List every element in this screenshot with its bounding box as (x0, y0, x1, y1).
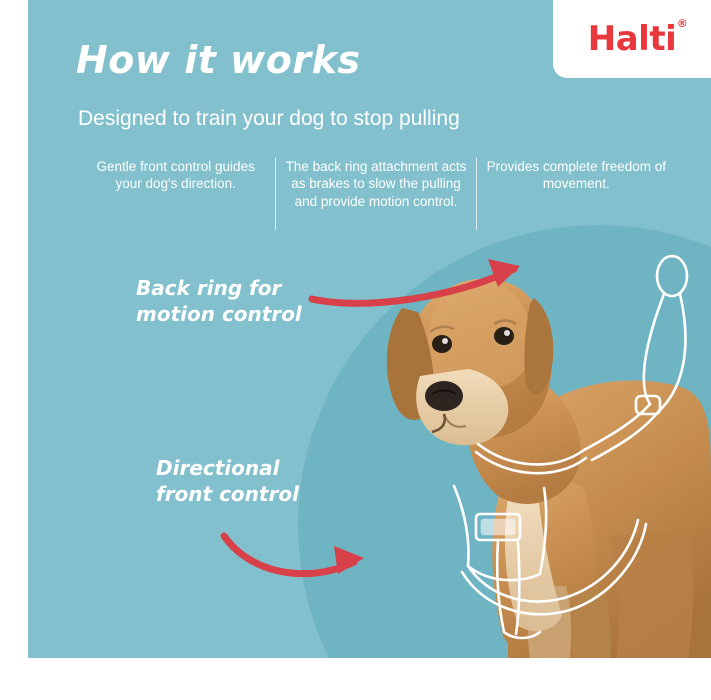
callout-front-control-line2: front control (156, 482, 299, 506)
page-title: How it works (76, 38, 361, 82)
bottom-white-margin (0, 658, 711, 700)
dog-photo (358, 236, 711, 658)
dog-illustration (358, 236, 711, 658)
callout-back-ring-line2: motion control (136, 302, 302, 326)
left-white-margin (0, 0, 28, 700)
logo-text: Halti (587, 19, 677, 59)
callout-front-control-line1: Directional (156, 456, 280, 480)
callout-back-ring-line1: Back ring for (136, 276, 282, 300)
halti-logo (553, 0, 711, 78)
poster-canvas (28, 0, 711, 658)
registered-mark-icon: ® (676, 17, 688, 30)
logo-wordmark (587, 17, 688, 59)
page-subtitle: Designed to train your dog to stop pulling (78, 107, 460, 130)
callout-front-control (156, 455, 299, 507)
feature-column-3: Provides complete freedom of movement. (486, 159, 666, 192)
callout-back-ring (136, 275, 302, 327)
feature-column-1: Gentle front control guides your dog's direction. (96, 159, 255, 192)
feature-column-2: The back ring attachment acts as brakes to slow the pulling and provide motion control. (285, 159, 467, 209)
feature-columns (76, 158, 676, 238)
